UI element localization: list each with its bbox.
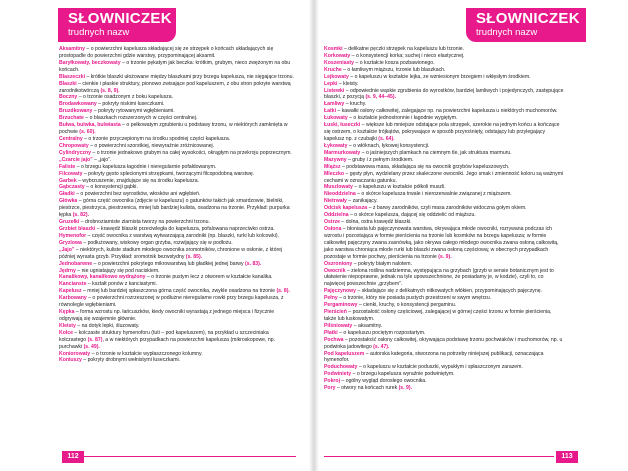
entry-headword: Cylindryczny xyxy=(59,149,91,156)
entry-headword: Filcowaty xyxy=(59,170,83,177)
entry-headword: „Czarcie jajo” xyxy=(59,156,93,163)
entry-headword: Gruzełki xyxy=(59,219,80,226)
glossary-column xyxy=(59,46,297,364)
entry-definition: – o trzonie przyczepionym na środku spodniej części kapelusza. xyxy=(82,135,231,142)
glossary-entry xyxy=(59,46,297,60)
glossary-entry xyxy=(324,295,564,302)
entry-definition: – o skórce kapelusza trwale i nierozerwalnie związanej z miąższem. xyxy=(355,191,512,198)
entry-definition: – „jajo”. xyxy=(92,156,112,163)
glossary-entry xyxy=(324,212,564,219)
glossary-entry xyxy=(324,157,564,164)
glossary-entry xyxy=(59,351,297,358)
glossary-entry xyxy=(324,108,564,115)
entry-headword: Łykowaty xyxy=(324,142,348,149)
entry-definition: – o trzonie pustym lecz z otworem w kształcie kanalika. xyxy=(145,274,273,281)
entry-headword: Lepki xyxy=(324,80,338,87)
entry-definition: – pokryty rytowanymi wgłębieniami. xyxy=(92,108,175,115)
entry-definition: – kolczaste struktury hymenoforu (tuti – pod kapeluszem), na przykład u szczeciniaka kolczastego xyxy=(59,329,269,343)
glossary-entry xyxy=(324,205,564,212)
glossary-column xyxy=(324,46,564,392)
glossary-entry xyxy=(324,337,564,351)
glossary-entry xyxy=(324,171,564,185)
entry-headword: Mleczko xyxy=(324,170,344,177)
glossary-entry xyxy=(59,81,297,95)
entry-definition: – drobnoziarniste ziarnista tworzy na powierzchni trzonu. xyxy=(79,219,210,226)
entry-definition: – zanikający. xyxy=(346,198,378,205)
entry-definition: – odpowiednie wąskie zgrubienia do wyrostków, bardziej lamliwych i pojedynczych, zastępujące blaszki, z pozycją xyxy=(324,87,564,101)
page-reference: (s. 82). xyxy=(72,212,90,219)
header-subtitle: trudnych nazw xyxy=(476,27,538,38)
entry-headword: Gryzlowa xyxy=(59,239,82,246)
entry-headword: Garbek xyxy=(59,177,77,184)
entry-definition: – niektórych, kuliste stadium młodego owocnika sromotników, chronione w osłonie, z której później wyrasta grzyb. Przykład: sromotnik bezwstydny xyxy=(59,246,283,260)
glossary-entry xyxy=(59,60,297,74)
entry-definition: – o powierzchni rozrzeszonej w podłużne nieregularne rowki przy brzegu kapelusza, z równolegle wgłębieniami. xyxy=(59,295,284,309)
page-reference: (s. 60). xyxy=(79,129,96,136)
entry-headword: Marmurkowaty xyxy=(324,149,361,156)
entry-definition: – większe lub mniejsze odstające pola strzępek, szerokie na jednym końcu a kończące się ostrzem, o kształcie trójkątów, pokrywające w sposób przyrośnięty, odstający lub przylegający kapelusz np. z czubajki xyxy=(324,122,560,142)
entry-headword: Aksamitny xyxy=(59,46,85,52)
entry-definition: – otwory na końcach rurek xyxy=(335,385,399,392)
entry-headword: „Jajo” xyxy=(59,246,75,253)
page-number: 113 xyxy=(556,451,578,463)
glossary-entry xyxy=(59,233,297,240)
glossary-entry xyxy=(324,268,564,289)
entry-headword: Karbowany xyxy=(59,295,87,302)
entry-definition: – o konsystencji gąbki. xyxy=(84,184,138,191)
entry-headword: Owocnik xyxy=(324,267,346,274)
entry-headword: Kępka xyxy=(59,309,75,316)
glossary-entry xyxy=(59,219,297,226)
entry-definition: – kruchy. xyxy=(344,101,367,108)
page-reference: (s. 9). xyxy=(438,253,452,260)
entry-headword: Kosmki xyxy=(324,46,343,52)
entry-headword: Blaszki xyxy=(59,80,77,87)
header-title: SŁOWNICZEK xyxy=(68,10,172,27)
glossary-entry xyxy=(59,288,297,295)
glossary-entry xyxy=(324,261,564,268)
entry-definition: – składające się z delikatnych nitkowatych włókien, przypominających pajęczynę. xyxy=(356,288,543,295)
entry-headword: Pergaminowy xyxy=(324,302,358,309)
glossary-entry xyxy=(59,226,297,233)
entry-definition: – ogólny wygląd dorosłego owocnika. xyxy=(340,378,427,385)
glossary-entry xyxy=(324,143,564,150)
page-reference: (s. 87) xyxy=(87,336,103,343)
footer-rule xyxy=(324,456,554,457)
entry-definition: – podłużowany, wiskowy organ grzyba, rozwijający się w podłożu. xyxy=(81,239,233,246)
glossary-entry xyxy=(324,302,564,309)
glossary-entry xyxy=(324,53,564,60)
glossary-entry xyxy=(324,88,564,102)
entry-headword: Grzbiet blaszki xyxy=(59,225,96,232)
glossary-entry xyxy=(324,60,564,67)
entry-definition: – mniej lub bardziej spłaszczona górna część owocnika, zwykle osadzona na trzonie xyxy=(81,288,277,295)
book-gutter xyxy=(309,0,319,471)
entry-definition: – kształt ponów z kanciastymi. xyxy=(86,281,158,288)
page-header xyxy=(466,8,586,42)
entry-headword: Łatki xyxy=(324,108,336,115)
entry-headword: Brodawkowany xyxy=(59,101,97,108)
entry-definition: – pozostałość osłony całkowitej, okrywająca podstawę trzonu pochwiaków i muchomorów, np. u podwinka jadowitego xyxy=(324,336,563,350)
entry-headword: Pajęczynowy xyxy=(324,288,357,295)
entry-headword: Bruzdkowany xyxy=(59,108,93,115)
entry-headword: Miąższ xyxy=(324,163,341,170)
entry-definition: – pokryty białym nalotem. xyxy=(352,260,412,267)
entry-definition: – o brzegu kapelusza łagodnie i nieregularnie pofałdowanym. xyxy=(75,163,217,170)
glossary-entry xyxy=(324,309,564,323)
entry-headword: Pochwa xyxy=(324,336,344,343)
page-reference: (s. 8, 9). xyxy=(100,87,120,94)
glossary-entry xyxy=(324,74,564,81)
entry-headword: Gąbczasty xyxy=(59,184,85,191)
page-reference: (s. 85). xyxy=(185,253,203,260)
entry-definition: – część owocnika z warstwą wytwarzającą zarodniki (np. blaszki, rurki lub kolcowki). xyxy=(86,232,279,239)
entry-definition: – o trzonie, który nie posiada pustych przestrzeni w swym wnętrzu. xyxy=(337,295,492,302)
entry-headword: Oddzielna xyxy=(324,212,349,219)
glossary-entry xyxy=(59,101,297,108)
page-reference: (s. 83). xyxy=(245,260,262,267)
entry-definition: – dolna, ostra krawędź blaszki. xyxy=(340,219,412,226)
glossary-entry xyxy=(59,115,297,122)
page-reference: (s. 8). xyxy=(276,288,290,295)
glossary-entry xyxy=(324,46,564,53)
entry-headword: Pierścień xyxy=(324,309,347,316)
entry-headword: Listewki xyxy=(324,87,345,94)
entry-definition: – gęsty płyn, wydzielany przez skaleczone owocniki. Jego smak i zmienność koloru są ważnymi cechami w oznaczaniu gatunku. xyxy=(324,170,564,184)
entry-definition: – krótkie blaszki ułożowane między blaszkami przy brzegu kapelusza, nie sięgające trzonu. xyxy=(85,73,294,80)
glossary-entry xyxy=(59,143,297,150)
entry-headword: Osłona xyxy=(324,225,342,232)
entry-headword: Chropowaty xyxy=(59,142,89,149)
glossary-entry xyxy=(59,295,297,309)
entry-definition: – o trzonie w kształcie wypłaszczonego kolumny. xyxy=(90,350,203,357)
glossary-entry xyxy=(59,184,297,191)
glossary-entry xyxy=(59,261,297,268)
entry-headword: Bulwa, bulwka, bulwiasta xyxy=(59,122,121,129)
entry-definition: – nie ugniatający się pod naciskiem. xyxy=(75,267,160,274)
page-reference: (s. 9). xyxy=(398,385,413,392)
entry-headword: Kapelusz xyxy=(59,288,82,295)
entry-definition: – kleisty. xyxy=(337,80,359,87)
entry-headword: Kruche xyxy=(324,66,342,73)
entry-definition: – autorska kategoria, stworzona na potrzeby niniejszej publikacji, oznaczająca hymenofor. xyxy=(324,350,544,364)
entry-definition: – krawędź blaszki przeciwległa do kapelusza, pofalowana naprzeciwko ostrza. xyxy=(95,225,275,232)
entry-definition: – gruby i z pełnym środkiem. xyxy=(346,156,414,163)
entry-headword: Pełny xyxy=(324,295,338,302)
glossary-entry xyxy=(59,357,297,364)
entry-headword: Muszlowaty xyxy=(324,184,353,191)
page-reference: (s. 49). xyxy=(83,343,100,350)
entry-definition: – aksamitny. xyxy=(352,322,383,329)
entry-headword: Kleisty xyxy=(59,322,76,329)
entry-headword: Ostrze xyxy=(324,219,340,226)
entry-definition: – o włóknach, łykowej konsystencji. xyxy=(347,142,430,149)
glossary-entry xyxy=(59,150,297,157)
glossary-entry xyxy=(324,115,564,122)
glossary-entry xyxy=(59,309,297,323)
glossary-entry xyxy=(324,81,564,88)
right-page xyxy=(314,0,628,471)
entry-definition: – o kapeluszu pociętym rozpostartym. xyxy=(337,329,426,336)
page-number: 112 xyxy=(62,451,84,463)
entry-definition: – wybrzuszenie, znajdujące się na środku kapelusza. xyxy=(76,177,200,184)
header-subtitle: trudnych nazw xyxy=(68,27,130,38)
glossary-entry xyxy=(59,178,297,185)
entry-definition: – pokryty niskimi łuseczkami. xyxy=(96,101,165,108)
entry-definition: – zielona roślina nadziemna, występująca na grzybach (grzyb w sensie botanicznym jest to ułatwienie niepoprawne, jednak na tyle upowszechnione, że posiadamy je, w kodzie), czyli to, co najwięcej powszechnie „grzybem”. xyxy=(324,267,554,288)
glossary-entry xyxy=(324,330,564,337)
entry-definition: – o trzonie jednakowo grubym na całej wysokości, okrągłym na przekroju poprzecznym. xyxy=(91,149,292,156)
glossary-entry xyxy=(59,198,297,219)
entry-definition: – z barwy zarodników, czyli masa zarodników widoczna gołym okiem. xyxy=(367,205,527,212)
footer-rule xyxy=(84,456,296,457)
glossary-entry xyxy=(324,150,564,157)
entry-definition: – pokryty gęsto splecionymi strzępkami, tworzącymi filcopodobną warstwę. xyxy=(82,170,255,177)
glossary-entry xyxy=(59,240,297,247)
entry-definition: – o powierzchni kapelusza składającej się ze strzępek o końcach układających się prostopadle do powierzchni gdzie warstwy, przypominającej aksamit. xyxy=(59,46,274,59)
glossary-entry xyxy=(324,226,564,261)
entry-headword: Nieoddzielna xyxy=(324,191,356,198)
entry-headword: Jędrny xyxy=(59,267,76,274)
entry-headword: Hymenofor xyxy=(59,232,87,239)
glossary-entry xyxy=(324,101,564,108)
page-reference: (s. 47). xyxy=(373,343,390,350)
entry-definition: – o kapeluszu w kształcie poduszki, wypukłym i spłaszczonym zarazem. xyxy=(357,364,523,371)
entry-headword: Pokroj xyxy=(324,378,340,385)
glossary-entry xyxy=(59,94,297,101)
entry-headword: Podwiniety xyxy=(324,371,352,378)
glossary-entry xyxy=(324,385,564,392)
glossary-entry xyxy=(59,164,297,171)
glossary-entry xyxy=(324,191,564,198)
glossary-entry xyxy=(324,219,564,226)
glossary-entry xyxy=(59,268,297,275)
glossary-entry xyxy=(59,108,297,115)
entry-definition: – podstawowa masa, składająca się na owocnik grzybów kapeluszowych. xyxy=(340,163,510,170)
entry-headword: Pory xyxy=(324,385,336,392)
entry-definition: – delikatne pęczki strzępek na kapeluszu lub trzonie. xyxy=(342,46,465,52)
header-title: SŁOWNICZEK xyxy=(476,10,580,27)
entry-definition: – o powierzchni szorstkiej, niewyraźnie zróżnicowanej. xyxy=(88,142,215,149)
glossary-entry xyxy=(59,171,297,178)
entry-definition: – pozostałość osłony częściowej, zalegającej w górnej części trzonu w formie pierścienia, także lub łuskowatym. xyxy=(324,309,552,322)
entry-definition: – błoniasta lub pajęczynowata warstwa, okrywająca młode owocniki, rozrywana podczas ich wzrostu i pozostająca w formie pierścienia na trzonie lub kosmków na brzegu kapelusza; w formie całkowitej pajęczyny zwana zasnówką, jako okrywa całego młodego owocnika zwana osłoną całkowitą, jako warstwa chroniąca młode rurki lub blaszki zwana osłoną częściową; w obecnych przypadkach pozostaje w formie pochwy, pierścienia na trzonie xyxy=(324,225,559,260)
entry-definition: – o trzonie osadzonym z boku kapelusza. xyxy=(77,94,174,101)
entry-definition: – cienkie i płaskie struktury, pionowo zwisające pod kapeluszem, z obu stron pokryte warstwą zarodnikotwórczą xyxy=(59,80,291,94)
entry-headword: Lejkowaty xyxy=(324,73,349,80)
entry-headword: Gładki xyxy=(59,191,75,198)
glossary-entry xyxy=(324,351,564,365)
glossary-entry xyxy=(324,378,564,385)
entry-definition: – cienki, kruchy, o konsystencji pergaminu. xyxy=(357,302,457,309)
entry-definition: – o jaśniejszych plamkach na ciemnym tle, jak struktura marmuru. xyxy=(360,149,512,156)
entry-headword: Łamliwy xyxy=(324,101,345,108)
entry-definition: – o pełkowatym zgrubieniu u podstawy trzonu, w niektórych zamknięta w pochwie xyxy=(59,122,288,136)
entry-definition: – na dotyk lepki, śluzowaty. xyxy=(75,322,140,329)
glossary-entry xyxy=(324,198,564,205)
entry-definition: , a w niektórych przypadkach na powierzchni kapelusza (mikroskopowe, np. purchawki xyxy=(59,336,276,350)
entry-definition: – o kształcie kosza pozbawionego. xyxy=(354,59,435,66)
entry-headword: Faliste xyxy=(59,163,76,170)
page-header xyxy=(58,8,176,42)
entry-definition: – o kształcie jednostronnie i łagodnie wygiętym. xyxy=(347,115,458,122)
glossary-entry xyxy=(59,247,297,261)
entry-headword: Mazywny xyxy=(324,156,347,163)
entry-headword: Kanalikowy, kanalikowo wydrążony xyxy=(59,274,146,281)
entry-definition: – pokryty drobnymi wełnistymi łuseczkami. xyxy=(81,357,181,364)
entry-definition: – o kapeluszu w kształcie lejka, ze wzniesionym brzegiem i wklęsłym środkiem. xyxy=(348,73,531,80)
entry-headword: Pod kapeluszem xyxy=(324,350,365,357)
entry-definition: – o trzonie pękatym jak beczka: krótkim, grubym, nieco zwężonym na obu końcach. xyxy=(59,59,291,73)
glossary-entry xyxy=(59,323,297,330)
glossary-entry xyxy=(59,136,297,143)
entry-headword: Nietrwały xyxy=(324,198,347,205)
entry-headword: Blaszeczki xyxy=(59,73,86,80)
glossary-entry xyxy=(324,67,564,74)
entry-definition: – o blaszkach rozszerzonych w części centralnej. xyxy=(83,115,198,122)
entry-headword: Korkowaty xyxy=(324,52,351,59)
glossary-entry xyxy=(324,371,564,378)
entry-headword: Płatki xyxy=(324,329,338,336)
glossary-entry xyxy=(59,274,297,281)
glossary-entry xyxy=(324,323,564,330)
glossary-entry xyxy=(59,157,297,164)
glossary-entry xyxy=(59,281,297,288)
entry-definition: – o konsystencji korka; suchej i nieco elastycznej. xyxy=(350,52,465,59)
entry-headword: Poduchowaty xyxy=(324,364,358,371)
entry-headword: Oszroniony xyxy=(324,260,353,267)
entry-headword: Pilśniowaty xyxy=(324,322,353,329)
glossary-entry xyxy=(59,122,297,136)
entry-definition: – forma wzrostu np. łańcuszków, kiedy owocniki wyrastają z jednego miejsca i fizycznie odgrywają się wzajemnie głównie. xyxy=(59,309,275,322)
entry-definition: – o skórce kapelusza, dającej się oddzielić od miąższu. xyxy=(348,212,476,219)
glossary-entry xyxy=(59,191,297,198)
entry-headword: Odcisk kapelusza xyxy=(324,205,368,212)
entry-headword: Centralny xyxy=(59,135,83,142)
entry-headword: Kancianste xyxy=(59,281,87,288)
entry-definition: – o kapeluszu w kształcie półkoli muszli. xyxy=(352,184,446,191)
entry-headword: Boczny xyxy=(59,94,78,101)
glossary-entry xyxy=(324,184,564,191)
entry-definition: – o powierzchni pokrytego mikrowarstwą lub gładkiej jednej barwy xyxy=(92,260,246,267)
entry-definition: – o brzegu kapelusza wyraźnie podwiniętym. xyxy=(351,371,455,378)
entry-headword: Koszeniasty xyxy=(324,59,354,66)
entry-headword: Łuski, łuseczki xyxy=(324,122,361,129)
entry-definition: – o łamliwym miąższu, trzonie lub blaszkach. xyxy=(341,66,446,73)
glossary-entry xyxy=(324,288,564,295)
glossary-entry xyxy=(59,330,297,351)
entry-definition: – kawałki osłony całkowitej, zalegające np. na powierzchni kapelusza u niektórych muchomorów. xyxy=(336,108,558,115)
glossary-entry xyxy=(324,122,564,143)
entry-headword: Baryłkowaty, beczkowaty xyxy=(59,59,121,66)
entry-definition: – o powierzchni bez wyrostków, włosków ani wgłębień. xyxy=(74,191,201,198)
page-reference: (s. 9, 44–45). xyxy=(365,94,397,101)
page-reference: (s. 64). xyxy=(378,135,395,142)
glossary-entry xyxy=(59,74,297,81)
entry-headword: Jednobarwne xyxy=(59,260,93,267)
glossary-entry xyxy=(324,364,564,371)
entry-headword: Koniorowaty xyxy=(59,350,91,357)
entry-definition: – górna część owocnika (zdjęcie w kapeluszu) o gatunków takich jak smardzowie, bielniki, piestrzce, piestrzyca, piestrzenica, mniej lub bardziej kulista, osadzona na trzonie. Przykład: purpurka łępka xyxy=(59,198,290,219)
entry-headword: Główka xyxy=(59,198,78,205)
entry-headword: Koniuszy xyxy=(59,357,82,364)
entry-headword: Łukowaty xyxy=(324,115,348,122)
glossary-entry xyxy=(324,164,564,171)
entry-headword: Kolce xyxy=(59,329,73,336)
entry-headword: Brzuchate xyxy=(59,115,84,122)
